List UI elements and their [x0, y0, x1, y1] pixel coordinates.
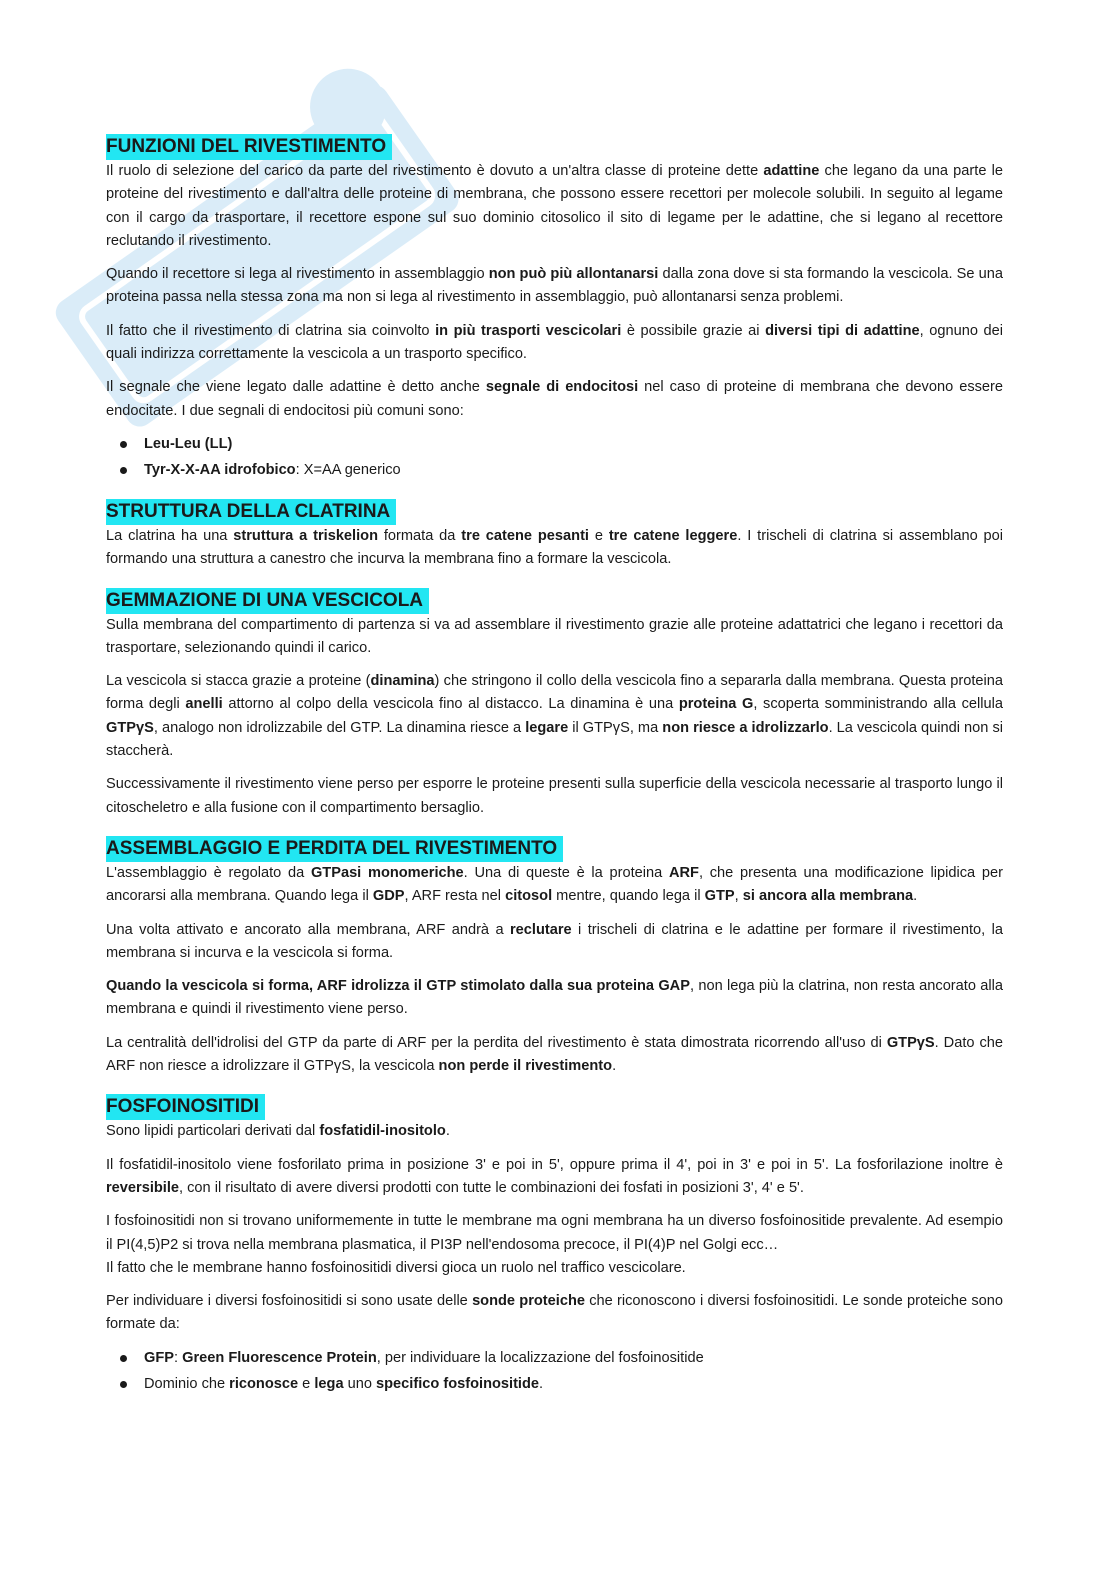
text-run: , non lega più la clatrina, non resta ancorato alla membrana e quindi il rivestimento viene perso.	[106, 978, 1003, 1018]
paragraph	[106, 160, 1003, 253]
section-heading: FUNZIONI DEL RIVESTIMENTO	[106, 134, 392, 160]
section-heading: FOSFOINOSITIDI	[106, 1094, 265, 1120]
text-run: .	[445, 1123, 450, 1140]
paragraph	[106, 1032, 1003, 1079]
bullet-item	[144, 1371, 1003, 1397]
bold-text-run: GTPγS	[886, 1034, 935, 1051]
paragraph	[106, 376, 1003, 423]
paragraph	[106, 1120, 1003, 1143]
text-run: .	[913, 888, 918, 905]
text-run: i trischeli di clatrina e le adattine per formare il rivestimento, la membrana si incurva e la vescicola si forma.	[106, 921, 1003, 961]
text-run: L'assemblaggio è regolato da	[106, 864, 311, 881]
text-run: , che presenta una modificazione lipidica per ancorarsi alla membrana. Quando lega il	[106, 864, 1003, 905]
bold-text-run: GTP	[704, 888, 735, 905]
bold-text-run: GDP	[372, 888, 405, 905]
bold-text-run: si ancora alla membrana	[742, 888, 914, 905]
text-run: attorno al colpo della vescicola fino al distacco. La dinamina è una	[222, 696, 679, 713]
bold-text-run: ARF	[668, 864, 699, 881]
bold-text-run: specifico fosfoinositide	[376, 1375, 540, 1392]
bold-text-run: tre catene pesanti	[461, 527, 589, 544]
bullet-list	[106, 431, 1003, 483]
paragraph	[106, 919, 1003, 966]
text-run: e	[298, 1375, 315, 1392]
document-section	[106, 830, 1003, 1078]
document-body	[106, 128, 1003, 1407]
bold-text-run: anelli	[185, 696, 223, 713]
bold-text-run: riconosce	[229, 1375, 299, 1392]
bold-text-run: struttura a triskelion	[233, 527, 378, 544]
bold-text-run: in più trasporti vescicolari	[435, 322, 622, 339]
text-run: uno	[343, 1375, 377, 1392]
text-run: , con il risultato di avere diversi prodotti con tutte le combinazioni dei fosfati in posizioni 3', 4' e 5'.	[179, 1179, 804, 1196]
paragraph	[106, 320, 1003, 367]
bullet-list	[106, 1345, 1003, 1397]
text-run: dalla zona dove si sta formando la vescicola. Se una proteina passa nella stessa zona ma non si lega al rivestimento in assemblaggio, può allontanarsi senza problemi.	[106, 266, 1003, 306]
text-run: mentre, quando lega il	[552, 888, 705, 905]
bold-text-run: dinamina	[370, 673, 435, 690]
text-run: . Dato che ARF non riesce a idrolizzare il GTPγS, la vescicola	[106, 1034, 1003, 1075]
text-run: Sono lipidi particolari derivati dal	[106, 1123, 320, 1140]
text-run: Il fatto che il rivestimento di clatrina sia coinvolto	[106, 322, 436, 339]
bold-text-run: diversi tipi di adattine	[765, 322, 920, 339]
text-run: Dominio che	[144, 1375, 230, 1392]
text-run: , ARF resta nel	[404, 888, 506, 905]
text-run: Una volta attivato e ancorato alla membrana, ARF andrà a	[106, 921, 510, 938]
text-run: e	[588, 527, 609, 544]
text-run: Il fosfatidil-inositolo viene fosforilato prima in posizione 3' e poi in 5', oppure prima il 4', poi in 3' e poi in 5'. La fosforilazione inoltre è	[106, 1156, 1003, 1173]
paragraph	[106, 670, 1003, 763]
bullet-item	[144, 431, 1003, 457]
text-run: .	[539, 1375, 544, 1392]
paragraph	[106, 525, 1003, 572]
paragraph	[106, 1210, 1003, 1280]
bold-text-run: fosfatidil-inositolo	[319, 1123, 446, 1140]
bold-text-run: Tyr-X-X-AA idrofobico	[144, 461, 296, 478]
document-section	[106, 493, 1003, 572]
bullet-item	[144, 1345, 1003, 1371]
text-run: . I trischeli di clatrina si assemblano poi formando una struttura a canestro che incurva la membrana fino a formare la vescicola.	[106, 527, 1004, 568]
bold-text-run: Green Fluorescence Protein	[182, 1349, 377, 1366]
bold-text-run: non riesce a idrolizzarlo	[662, 719, 829, 736]
paragraph	[106, 1154, 1003, 1201]
paragraph	[106, 975, 1003, 1022]
section-heading: ASSEMBLAGGIO E PERDITA DEL RIVESTIMENTO	[106, 836, 563, 862]
text-run: che riconoscono i diversi fosfoinositidi. Le sonde proteiche sono formate da:	[106, 1293, 1003, 1333]
bold-text-run: adattine	[763, 163, 820, 179]
paragraph	[106, 614, 1003, 661]
document-section	[106, 128, 1003, 483]
bold-text-run: tre catene leggere	[608, 527, 738, 544]
text-run: è possibile grazie ai	[621, 322, 766, 339]
text-run: ) che stringono il collo della vescicola fino a separarla dalla membrana. Questa proteina forma degli	[106, 673, 1003, 713]
bold-text-run: proteina G	[678, 696, 754, 713]
text-run: La vescicola si stacca grazie a proteine (	[106, 673, 371, 690]
text-run: :	[174, 1349, 183, 1366]
text-run: La centralità dell'idrolisi del GTP da parte di ARF per la perdita del rivestimento è stata dimostrata ricorrendo all'uso di	[106, 1034, 887, 1051]
text-run: . Una di queste è la proteina	[463, 864, 669, 881]
text-run: , analogo non idrolizzabile del GTP. La dinamina riesce a	[153, 719, 526, 736]
text-run: Il segnale che viene legato dalle adattine è detto anche	[106, 379, 486, 396]
text-run: Il ruolo di selezione del carico da parte del rivestimento è dovuto a un'altra classe di proteine dette	[106, 163, 764, 179]
paragraph	[106, 862, 1003, 909]
bold-text-run: reclutare	[509, 921, 572, 938]
text-run: La clatrina ha una	[106, 527, 234, 544]
bold-text-run: citosol	[505, 888, 553, 905]
document-section	[106, 582, 1003, 820]
bold-text-run: GTPasi monomeriche	[310, 864, 464, 881]
text-run: I fosfoinositidi non si trovano uniformemente in tutte le membrane ma ogni membrana ha un diverso fosfoinositide prevalente. Ad esempio il PI(4,5)P2 si trova nella membrana plasmatica, il PI3P nell'endosoma precoce, il PI(4)P nel Golgi ecc… Il fatto che le membrane hanno fosfoinositidi diversi gioca un ruolo nel traffico vescicolare.	[106, 1213, 1003, 1276]
text-run: : X=AA generico	[295, 461, 401, 478]
bold-text-run: lega	[314, 1375, 344, 1392]
section-heading: STRUTTURA DELLA CLATRINA	[106, 499, 396, 525]
text-run: nel caso di proteine di membrana che devono essere endocitate. I due segnali di endocitosi più comuni sono:	[106, 379, 1004, 419]
bold-text-run: reversibile	[106, 1179, 180, 1196]
bold-text-run: non perde il rivestimento	[438, 1058, 613, 1075]
bold-text-run: GFP	[144, 1349, 174, 1366]
text-run: ,	[734, 888, 743, 905]
text-run: , ognuno dei quali indirizza correttamente la vescicola a un trasporto specifico.	[106, 322, 1003, 363]
text-run: Sulla membrana del compartimento di partenza si va ad assemblare il rivestimento grazie alle proteine adattatrici che legano i recettori da trasportare, selezionando quindi il carico.	[106, 616, 1003, 656]
bullet-item	[144, 457, 1003, 483]
text-run: . La vescicola quindi non si staccherà.	[106, 719, 1004, 760]
text-run: formata da	[378, 527, 462, 544]
bold-text-run: legare	[525, 719, 569, 736]
text-run: .	[612, 1058, 617, 1075]
text-run: Successivamente il rivestimento viene perso per esporre le proteine presenti sulla superficie della vescicola necessarie al trasporto lungo il citoscheletro e alla fusione con il compartimento bersaglio.	[106, 776, 1003, 816]
bold-text-run: GTPγS	[106, 719, 154, 736]
text-run: , per individuare la localizzazione del fosfoinositide	[376, 1349, 704, 1366]
bold-text-run: segnale di endocitosi	[485, 379, 639, 396]
document-section	[106, 1088, 1003, 1396]
paragraph	[106, 1290, 1003, 1337]
text-run: il GTPγS, ma	[568, 719, 663, 736]
paragraph	[106, 773, 1003, 820]
text-run: che legano da una parte le proteine del rivestimento e dall'altra delle proteine di membrana, che possono essere recettori per molecole solubili. In seguito al legame con il cargo da trasportare, il recettore espone sul suo dominio citosolico il sito di legame per le adattine, che si legano al recettore reclutando il rivestimento.	[106, 163, 1003, 249]
section-heading: GEMMAZIONE DI UNA VESCICOLA	[106, 588, 429, 614]
paragraph	[106, 263, 1003, 310]
bold-text-run: Leu-Leu (LL)	[144, 435, 233, 452]
text-run: Quando il recettore si lega al rivestimento in assemblaggio	[106, 266, 489, 283]
text-run: Per individuare i diversi fosfoinositidi si sono usate delle	[106, 1293, 473, 1310]
text-run: , scoperta somministrando alla cellula	[753, 696, 1004, 713]
bold-text-run: sonde proteiche	[472, 1293, 585, 1310]
bold-text-run: non può più allontanarsi	[488, 266, 659, 283]
bold-text-run: Quando la vescicola si forma, ARF idrolizza il GTP stimolato dalla sua proteina GAP	[106, 978, 690, 995]
